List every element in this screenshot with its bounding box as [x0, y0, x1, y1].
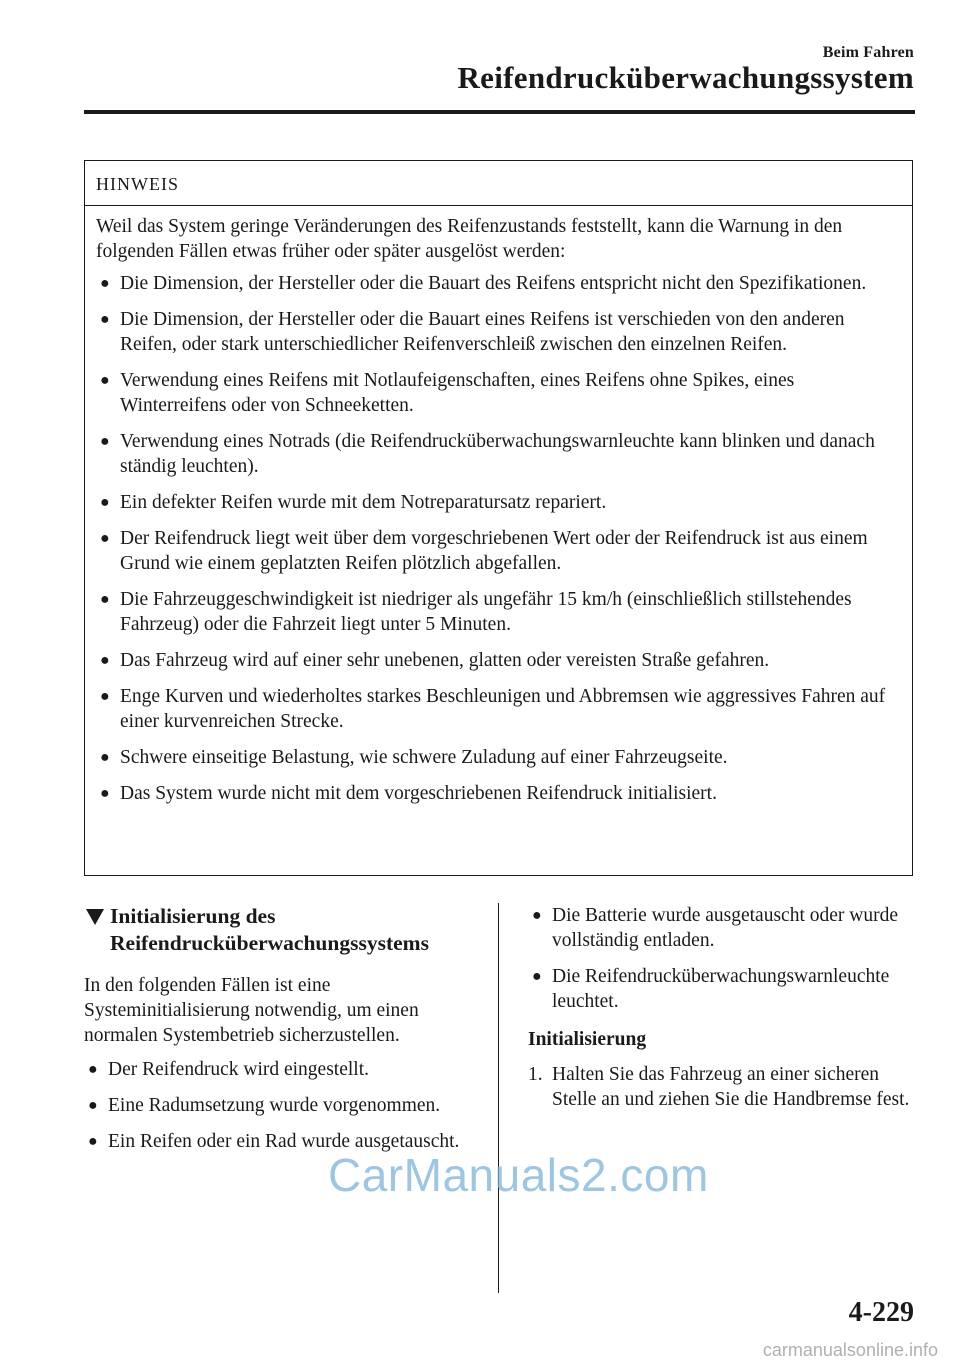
initialization-steps	[528, 1062, 918, 1112]
section-heading-line1: Initialisierung des	[110, 904, 276, 928]
footer-site: carmanualsonline.info	[762, 1340, 938, 1360]
list-item	[84, 1093, 484, 1118]
bullet-icon: ●	[88, 1097, 98, 1114]
list-item-text: Ein Reifen oder ein Rad wurde ausgetauscht.	[108, 1131, 460, 1152]
column-divider	[498, 903, 499, 1293]
list-item	[96, 490, 900, 515]
list-item	[96, 429, 900, 479]
list-item-text: Der Reifendruck liegt weit über dem vorgeschriebenen Wert oder der Reifendruck ist aus einem Grund wie einem geplatzten Reifen plötzlich abgefallen.	[120, 528, 868, 574]
bullet-icon: ●	[100, 372, 110, 389]
bullet-icon: ●	[88, 1061, 98, 1078]
list-item-text: Das System wurde nicht mit dem vorgeschriebenen Reifendruck initialisiert.	[120, 783, 717, 804]
bullet-icon: ●	[100, 749, 110, 766]
list-item	[96, 684, 900, 734]
list-item-text: Die Batterie wurde ausgetauscht oder wurde vollständig entladen.	[552, 905, 898, 951]
list-item	[96, 587, 900, 637]
list-item	[96, 307, 900, 357]
list-item	[528, 903, 918, 953]
list-item	[96, 368, 900, 418]
list-item	[84, 1057, 484, 1082]
step-number: 1.	[528, 1064, 543, 1085]
bullet-icon: ●	[100, 494, 110, 511]
bullet-icon: ●	[88, 1133, 98, 1150]
list-item	[96, 648, 900, 673]
list-item-text: Der Reifendruck wird eingestellt.	[108, 1059, 369, 1080]
note-label: HINWEIS	[85, 161, 912, 206]
list-item	[96, 745, 900, 770]
bullet-icon: ●	[100, 785, 110, 802]
list-item-text: Die Dimension, der Hersteller oder die Bauart des Reifens entspricht nicht den Spezifikationen.	[120, 273, 867, 294]
list-item	[96, 526, 900, 576]
list-item-text: Verwendung eines Notrads (die Reifendrucküberwachungswarnleuchte kann blinken und danach ständig leuchten).	[120, 431, 875, 477]
list-item-text: Die Reifendrucküberwachungswarnleuchte leuchtet.	[552, 966, 890, 1012]
list-item-text: Die Fahrzeuggeschwindigkeit ist niedriger als ungefähr 15 km/h (einschließlich stillstehendes Fahrzeug) oder die Fahrzeit liegt unter 5 Minuten.	[120, 589, 852, 635]
bullet-icon: ●	[100, 688, 110, 705]
subheading-initialization: Initialisierung	[528, 1029, 647, 1050]
list-item	[528, 964, 918, 1014]
header-rule	[84, 110, 915, 114]
initialization-reasons-left	[84, 1057, 484, 1154]
left-column	[84, 903, 484, 1165]
step-item	[528, 1062, 918, 1112]
right-column	[528, 903, 918, 1112]
bullet-icon: ●	[100, 530, 110, 547]
section-heading-line2: Reifendrucküberwachungssystems	[110, 931, 429, 955]
list-item-text: Schwere einseitige Belastung, wie schwere Zuladung auf einer Fahrzeugseite.	[120, 747, 728, 768]
bullet-icon: ●	[100, 275, 110, 292]
bullet-icon: ●	[100, 433, 110, 450]
triangle-down-icon	[86, 909, 104, 925]
initialization-reasons-right	[528, 903, 918, 1014]
running-header-section: Beim Fahren	[822, 44, 914, 61]
note-box	[84, 160, 913, 876]
bullet-icon: ●	[100, 652, 110, 669]
note-intro: Weil das System geringe Veränderungen des Reifenzustands feststellt, kann die Warnung in den folgenden Fällen etwas früher oder später ausgelöst werden:	[96, 216, 843, 262]
list-item-text: Das Fahrzeug wird auf einer sehr unebenen, glatten oder vereisten Straße gefahren.	[120, 650, 770, 671]
note-body	[85, 206, 912, 806]
list-item	[96, 781, 900, 806]
bullet-icon: ●	[532, 968, 542, 985]
bullet-icon: ●	[100, 591, 110, 608]
list-item-text: Die Dimension, der Hersteller oder die Bauart eines Reifens ist verschieden von den anderen Reifen, oder stark unterschiedlicher Reifenverschleiß zwischen den einzelnen Reifen.	[120, 309, 845, 355]
running-header-title: Reifendrucküberwachungssystem	[457, 60, 914, 95]
page-number: 4-229	[848, 1297, 914, 1328]
list-item-text: Enge Kurven und wiederholtes starkes Beschleunigen und Abbremsen wie aggressives Fahren auf einer kurvenreichen Strecke.	[120, 686, 886, 732]
step-text: Halten Sie das Fahrzeug an einer sicheren Stelle an und ziehen Sie die Handbremse fest.	[552, 1064, 910, 1110]
section-heading	[84, 903, 484, 957]
bullet-icon: ●	[100, 311, 110, 328]
list-item	[96, 271, 900, 296]
section-intro: In den folgenden Fällen ist eine Systeminitialisierung notwendig, um einen normalen Systembetrieb sicherzustellen.	[84, 975, 419, 1046]
watermark-logo: CarManuals2.com	[328, 1149, 709, 1201]
list-item-text: Ein defekter Reifen wurde mit dem Notreparatursatz repariert.	[120, 492, 607, 513]
note-list	[96, 271, 900, 806]
bullet-icon: ●	[532, 907, 542, 924]
list-item-text: Eine Radumsetzung wurde vorgenommen.	[108, 1095, 441, 1116]
list-item-text: Verwendung eines Reifens mit Notlaufeigenschaften, eines Reifens ohne Spikes, eines Winterreifens oder von Schneeketten.	[120, 370, 795, 416]
